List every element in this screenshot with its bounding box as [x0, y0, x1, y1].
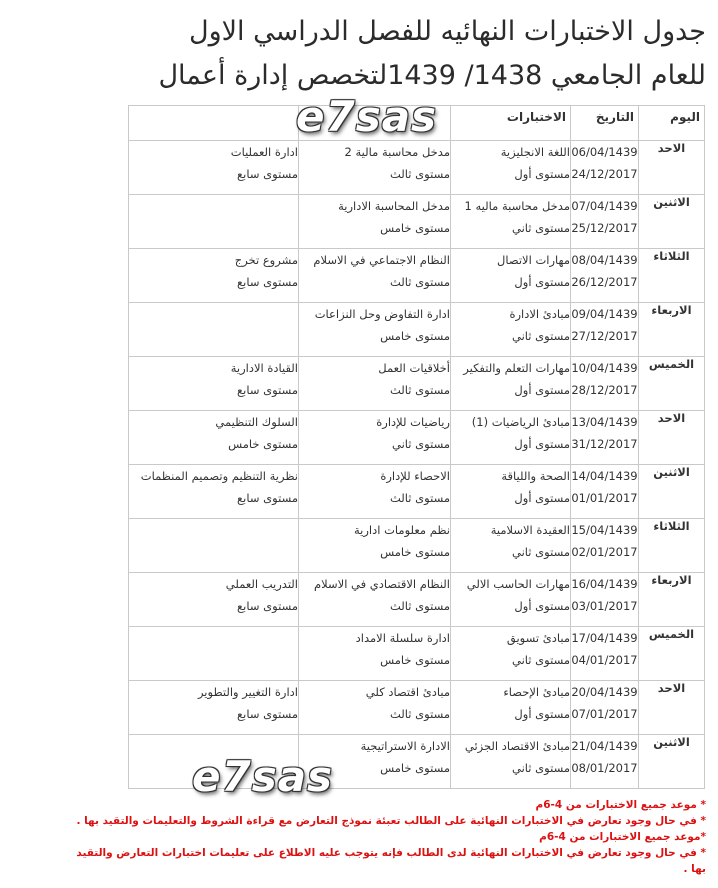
course-name: العقيدة الاسلامية	[490, 523, 570, 537]
course-level: مستوى أول	[514, 491, 570, 505]
course-level: مستوى أول	[514, 275, 570, 289]
course-name: مدخل محاسبة ماليه 1	[464, 199, 570, 213]
course-level: مستوى سابع	[237, 599, 298, 613]
gregorian-date: 08/01/2017	[571, 761, 638, 775]
course-level: مستوى أول	[514, 707, 570, 721]
course-level: مستوى ثالث	[390, 167, 450, 181]
gregorian-date: 03/01/2017	[571, 599, 638, 613]
exam-cell	[299, 249, 451, 303]
hijri-date: 09/04/1439	[571, 307, 638, 321]
course-level: مستوى ثالث	[390, 383, 450, 397]
course-level: مستوى أول	[514, 383, 570, 397]
header-day: اليوم	[639, 106, 705, 141]
header-exams: الاختبارات	[451, 106, 571, 141]
course-name: اللغة الانجليزية	[500, 145, 570, 159]
hijri-date: 07/04/1439	[571, 199, 638, 213]
date-cell	[571, 735, 639, 789]
course-level: مستوى ثالث	[390, 599, 450, 613]
course-level: مستوى سابع	[237, 275, 298, 289]
table-row	[129, 519, 705, 573]
course-level: مستوى ثاني	[392, 437, 450, 451]
course-name: مبادئ تسويق	[506, 631, 570, 645]
exam-cell	[129, 303, 299, 357]
course-name: ادارة التغيير والتطوير	[197, 685, 298, 699]
course-name: مبادئ الإحصاء	[503, 685, 570, 699]
hijri-date: 16/04/1439	[571, 577, 638, 591]
exam-cell	[451, 357, 571, 411]
course-name: مهارات الحاسب الالي	[466, 577, 570, 591]
exam-cell	[299, 357, 451, 411]
note-line: * في حال وجود تعارض في الاختبارات النهائية على الطالب تعبئة نموذج التعارض مع قراءة الشروط والتعليمات والتقيد بها .	[76, 815, 706, 827]
course-name: أخلاقيات العمل	[378, 361, 450, 375]
exam-cell	[129, 357, 299, 411]
exam-cell	[299, 195, 451, 249]
course-level: مستوى خامس	[228, 437, 298, 451]
exam-cell	[129, 195, 299, 249]
course-level: مستوى سابع	[237, 167, 298, 181]
course-level: مستوى ثالث	[390, 707, 450, 721]
course-name: ادارة سلسلة الامداد	[355, 631, 450, 645]
watermark-logo: e7sas	[192, 752, 334, 801]
course-name: مبادئ الادارة	[509, 307, 570, 321]
table-row	[129, 357, 705, 411]
exam-cell	[299, 573, 451, 627]
course-name: النظام الاجتماعي في الاسلام	[313, 253, 450, 267]
exam-cell	[129, 465, 299, 519]
day-cell: الاربعاء	[639, 303, 705, 357]
hijri-date: 15/04/1439	[571, 523, 638, 537]
exam-cell	[299, 681, 451, 735]
course-name: القيادة الادارية	[230, 361, 298, 375]
date-cell	[571, 411, 639, 465]
course-level: مستوى ثالث	[390, 275, 450, 289]
exam-cell	[299, 411, 451, 465]
date-cell	[571, 681, 639, 735]
exam-cell	[451, 195, 571, 249]
date-cell	[571, 195, 639, 249]
course-level: مستوى ثاني	[512, 545, 570, 559]
course-level: مستوى سابع	[237, 707, 298, 721]
date-cell	[571, 573, 639, 627]
hijri-date: 21/04/1439	[571, 739, 638, 753]
exam-cell	[299, 627, 451, 681]
day-cell: الثلاثاء	[639, 519, 705, 573]
table-row	[129, 141, 705, 195]
course-level: مستوى ثاني	[512, 329, 570, 343]
day-cell: الاثنين	[639, 195, 705, 249]
course-name: مشروع تخرج	[234, 253, 298, 267]
exam-cell	[129, 249, 299, 303]
course-name: رياضيات للإدارة	[376, 415, 450, 429]
course-level: مستوى ثاني	[512, 761, 570, 775]
exam-cell	[299, 519, 451, 573]
course-level: مستوى سابع	[237, 491, 298, 505]
exam-cell	[129, 519, 299, 573]
exam-cell	[451, 627, 571, 681]
day-cell: الخميس	[639, 627, 705, 681]
exam-cell	[299, 141, 451, 195]
gregorian-date: 02/01/2017	[571, 545, 638, 559]
course-name: نظم معلومات ادارية	[354, 523, 450, 537]
exam-cell	[299, 303, 451, 357]
note-line: بها .	[683, 863, 706, 875]
course-name: التدريب العملي	[225, 577, 298, 591]
course-level: مستوى ثاني	[512, 221, 570, 235]
exam-cell	[129, 573, 299, 627]
exam-cell	[129, 411, 299, 465]
day-cell: الاربعاء	[639, 573, 705, 627]
exam-cell	[451, 519, 571, 573]
course-level: مستوى أول	[514, 167, 570, 181]
exam-cell	[129, 681, 299, 735]
course-level: مستوى أول	[514, 599, 570, 613]
course-level: مستوى خامس	[380, 545, 450, 559]
table-row	[129, 303, 705, 357]
note-line: *موعد جميع الاختبارات من 4-6م	[539, 831, 706, 843]
course-name: مبادئ الاقتصاد الجزئي	[464, 739, 570, 753]
day-cell: الاحد	[639, 681, 705, 735]
gregorian-date: 26/12/2017	[571, 275, 638, 289]
exam-cell	[451, 411, 571, 465]
gregorian-date: 07/01/2017	[571, 707, 638, 721]
course-level: مستوى خامس	[380, 329, 450, 343]
course-name: مهارات التعلم والتفكير	[463, 361, 570, 375]
course-level: مستوى أول	[514, 437, 570, 451]
date-cell	[571, 519, 639, 573]
date-cell	[571, 357, 639, 411]
course-name: النظام الاقتصادي في الاسلام	[314, 577, 450, 591]
exam-cell	[451, 735, 571, 789]
day-cell: الثلاثاء	[639, 249, 705, 303]
exam-cell	[451, 249, 571, 303]
course-name: الادارة الاستراتيجية	[360, 739, 450, 753]
day-cell: الاثنين	[639, 735, 705, 789]
exam-cell	[451, 141, 571, 195]
course-name: ادارة التفاوض وحل النزاعات	[314, 307, 450, 321]
date-cell	[571, 249, 639, 303]
hijri-date: 10/04/1439	[571, 361, 638, 375]
hijri-date: 06/04/1439	[571, 145, 638, 159]
exam-schedule-table	[128, 105, 705, 789]
table-row	[129, 465, 705, 519]
exam-cell	[451, 681, 571, 735]
note-line: * موعد جميع الاختبارات من 4-6م	[535, 799, 706, 811]
table-row	[129, 195, 705, 249]
course-name: مدخل محاسبة مالية 2	[344, 145, 450, 159]
course-name: السلوك التنظيمي	[215, 415, 298, 429]
course-name: نظرية التنظيم وتصميم المنظمات	[140, 469, 298, 483]
date-cell	[571, 141, 639, 195]
exam-cell	[299, 465, 451, 519]
date-cell	[571, 303, 639, 357]
course-name: الصحة واللياقة	[501, 469, 570, 483]
table-row	[129, 627, 705, 681]
gregorian-date: 28/12/2017	[571, 383, 638, 397]
course-level: مستوى خامس	[380, 761, 450, 775]
gregorian-date: 24/12/2017	[571, 167, 638, 181]
hijri-date: 08/04/1439	[571, 253, 638, 267]
course-name: ادارة العمليات	[230, 145, 298, 159]
day-cell: الخميس	[639, 357, 705, 411]
header-exams-3	[129, 106, 299, 141]
course-name: مبادئ الرياضيات (1)	[471, 415, 570, 429]
gregorian-date: 04/01/2017	[571, 653, 638, 667]
gregorian-date: 25/12/2017	[571, 221, 638, 235]
course-name: مهارات الاتصال	[497, 253, 570, 267]
page-subtitle: للعام الجامعي 1438/ 1439لتخصص إدارة أعمال	[158, 60, 706, 91]
exam-cell	[129, 141, 299, 195]
day-cell: الاحد	[639, 411, 705, 465]
hijri-date: 13/04/1439	[571, 415, 638, 429]
gregorian-date: 27/12/2017	[571, 329, 638, 343]
course-name: الاحصاء للإدارة	[380, 469, 450, 483]
table-row	[129, 681, 705, 735]
hijri-date: 17/04/1439	[571, 631, 638, 645]
table-row	[129, 411, 705, 465]
course-level: مستوى خامس	[380, 653, 450, 667]
date-cell	[571, 465, 639, 519]
course-level: مستوى ثاني	[512, 653, 570, 667]
exam-cell	[451, 303, 571, 357]
date-cell	[571, 627, 639, 681]
exam-cell	[129, 627, 299, 681]
notes-section	[6, 797, 706, 877]
watermark-logo: e7sas	[296, 92, 438, 141]
table-row	[129, 249, 705, 303]
note-line: * في حال وجود تعارض في الاختبارات النهائية لدى الطالب فإنه يتوجب عليه الاطلاع على تعليمات اختبارات التعارض والتقيد	[76, 847, 706, 859]
day-cell: الاحد	[639, 141, 705, 195]
course-name: مدخل المحاسبة الادارية	[338, 199, 450, 213]
course-level: مستوى خامس	[380, 221, 450, 235]
exam-cell	[451, 465, 571, 519]
course-level: مستوى ثالث	[390, 491, 450, 505]
day-cell: الاثنين	[639, 465, 705, 519]
course-level: مستوى سابع	[237, 383, 298, 397]
gregorian-date: 01/01/2017	[571, 491, 638, 505]
hijri-date: 14/04/1439	[571, 469, 638, 483]
table-row	[129, 573, 705, 627]
hijri-date: 20/04/1439	[571, 685, 638, 699]
page-title: جدول الاختبارات النهائيه للفصل الدراسي الاول	[189, 16, 706, 47]
course-name: مبادئ اقتصاد كلي	[365, 685, 450, 699]
gregorian-date: 31/12/2017	[571, 437, 638, 451]
header-date: التاريخ	[571, 106, 639, 141]
exam-cell	[451, 573, 571, 627]
